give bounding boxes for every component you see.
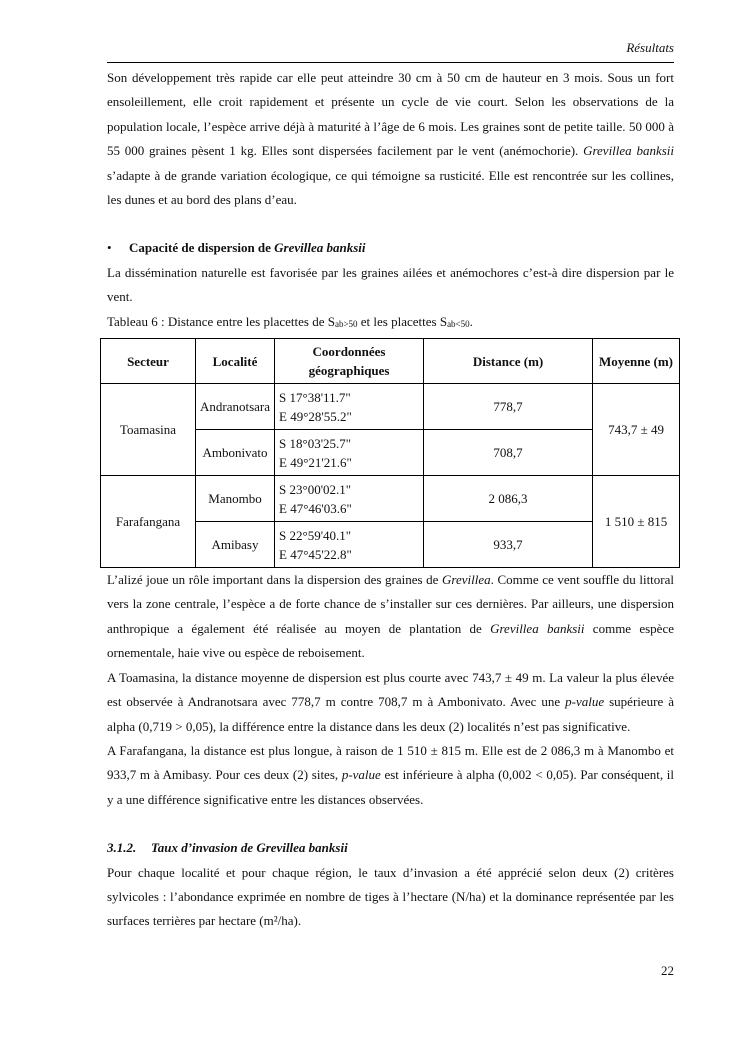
paragraph-invasion: Pour chaque localité et pour chaque région, le taux d’invasion a été apprécié selon deux (2) critères sylvicoles : l’abondance exprimée en nombre de tiges à l’hectare (N/ha) et la dominance représentée par les surfaces terrières par hectare (m²/ha). — [107, 864, 674, 929]
longitude: E 47°45'22.8" — [279, 546, 352, 562]
table-row — [101, 384, 680, 430]
coordinates-cell — [275, 430, 424, 476]
localite-cell: Andranotsara — [196, 384, 275, 430]
distance-table — [100, 338, 680, 568]
header-coord-line1: Coordonnées — [312, 344, 386, 360]
header-coordinates — [275, 339, 424, 384]
page-body — [107, 66, 674, 934]
section-heading — [107, 836, 674, 860]
section-number: 3.1.2. — [107, 840, 137, 856]
mean-cell: 743,7 ± 49 — [593, 384, 680, 476]
section-title: Taux d’invasion de Grevillea banksii — [151, 840, 348, 856]
table-caption — [107, 310, 674, 336]
distance-cell: 2 086,3 — [424, 476, 593, 522]
paragraph-growth-text: Son développement très rapide car elle peut atteindre 30 cm à 50 cm de hauteur en 3 mois. Sous un fort ensoleillement, elle croit rapidement et présente un cycle de vie court. Selon les observations de la population locale, l’espèce arrive déjà à maturité à l’âge de 6 mois. Les graines sont de petite taille. 50 000 à 55 000 graines pèsent 1 kg. Elles sont dispersées facilement par le vent (anémochorie). — [107, 70, 674, 159]
distance-cell: 933,7 — [424, 522, 593, 568]
species-name: Grevillea banksii — [490, 620, 585, 636]
bullet-species: Grevillea banksii — [274, 240, 366, 256]
farafangana-text-b: est inférieure à alpha (0,002 < 0,05). Par conséquent, il y a une différence significative entre les distances observées. — [107, 767, 674, 807]
alize-text-b: . Comme ce vent souffle du littoral vers la zone centrale, l’espèce a de forte chance de s’installer sur ces dernières. Par ailleurs, une dispersion anthropique a également été réalisée au moyen de plantation de — [107, 572, 675, 636]
localite-cell: Manombo — [196, 476, 275, 522]
header-coord-line2: géographiques — [308, 363, 390, 379]
latitude: S 18°03'25.7" — [279, 435, 352, 451]
header-secteur: Secteur — [101, 339, 196, 384]
paragraph-alize — [107, 568, 674, 666]
alize-text-c: comme espèce ornementale, haie vive ou espèce de reboisement. — [107, 620, 674, 661]
pvalue-term: p-value — [565, 694, 605, 710]
pvalue-term: p-value — [341, 767, 381, 783]
latitude: S 23°00'02.1" — [279, 481, 352, 497]
paragraph-farafangana — [107, 739, 674, 812]
caption-sub-1: ab>50 — [334, 318, 358, 329]
longitude: E 49°28'55.2" — [279, 408, 352, 424]
genus-name: Grevillea — [442, 572, 491, 588]
running-header: Résultats — [626, 40, 674, 55]
latitude: S 22°59'40.1" — [279, 527, 352, 543]
header-rule — [107, 62, 674, 63]
bullet-text: Capacité de dispersion de — [129, 240, 275, 256]
table-header-row — [101, 339, 680, 384]
bullet-icon: • — [107, 240, 112, 256]
paragraph-toamasina — [107, 666, 674, 739]
alize-text-a: L’alizé joue un rôle important dans la dispersion des graines de — [107, 572, 442, 588]
caption-text-c: . — [469, 313, 473, 329]
coordinates-cell — [275, 384, 424, 430]
mean-cell: 1 510 ± 815 — [593, 476, 680, 568]
paragraph-growth — [107, 66, 674, 212]
coordinates-cell — [275, 476, 424, 522]
species-name: Grevillea banksii — [583, 143, 674, 159]
localite-cell: Amibasy — [196, 522, 275, 568]
latitude: S 17°38'11.7" — [279, 389, 351, 405]
paragraph-dissemination: La dissémination naturelle est favorisée par les graines ailées et anémochores c’est-à dire dispersion par le vent. — [107, 264, 674, 305]
header-moyenne: Moyenne (m) — [593, 339, 680, 384]
header-distance: Distance (m) — [424, 339, 593, 384]
longitude: E 47°46'03.6" — [279, 500, 352, 516]
caption-sub-2: ab<50 — [447, 318, 470, 329]
longitude: E 49°21'21.6" — [279, 454, 352, 470]
caption-text-a: Tableau 6 : Distance entre les placettes de S — [107, 313, 335, 329]
page-number: 22 — [661, 963, 674, 978]
farafangana-text-a: A Farafangana, la distance est plus longue, à raison de 1 510 ± 815 m. Elle est de 2 086,3 m à Manombo et 933,7 m à Amibasy. Pour ces deux (2) sites, — [107, 742, 674, 783]
header-localite: Localité — [196, 339, 275, 384]
bullet-dispersion — [107, 236, 674, 260]
sector-cell: Toamasina — [101, 384, 196, 476]
toamasina-text-a: A Toamasina, la distance moyenne de dispersion est plus courte avec 743,7 ± 49 m. La valeur la plus élevée est observée à Andranotsara avec 778,7 m contre 708,7 m à Ambonivato. Avec une — [107, 669, 674, 710]
paragraph-growth-end: s’adapte à de grande variation écologique, ce qui témoigne sa rusticité. Elle est rencontrée sur les collines, les dunes et au bord des plans d’eau. — [107, 167, 674, 208]
toamasina-text-b: supérieure à alpha (0,719 > 0,05), la différence entre la distance dans les deux (2) localités n’est pas significative. — [107, 694, 674, 734]
coordinates-cell — [275, 522, 424, 568]
sector-cell: Farafangana — [101, 476, 196, 568]
distance-cell: 708,7 — [424, 430, 593, 476]
localite-cell: Ambonivato — [196, 430, 275, 476]
caption-text-b: et les placettes S — [357, 313, 448, 329]
distance-cell: 778,7 — [424, 384, 593, 430]
table-row — [101, 476, 680, 522]
